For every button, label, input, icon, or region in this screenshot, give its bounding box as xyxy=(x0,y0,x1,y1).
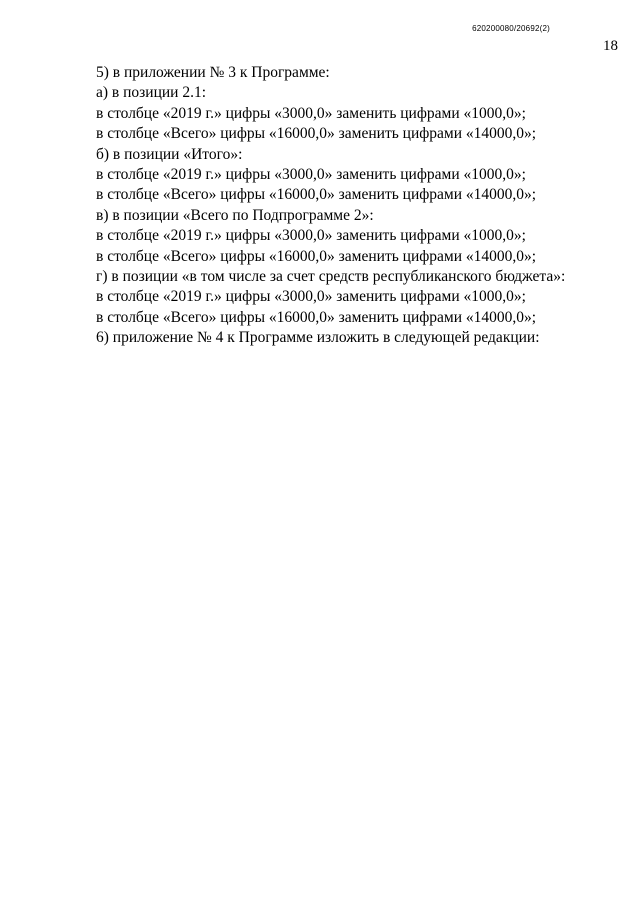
paragraph-line: в столбце «2019 г.» цифры «3000,0» заменить цифрами «1000,0»; xyxy=(96,166,526,184)
paragraph-line: 5) в приложении № 3 к Программе: xyxy=(96,64,330,81)
paragraph-line: б) в позиции «Итого»: xyxy=(96,145,243,163)
paragraph-line: в) в позиции «Всего по Подпрограмме 2»: xyxy=(96,206,374,224)
page-number: 18 xyxy=(603,38,618,54)
document-body xyxy=(96,63,596,349)
paragraph-line: в столбце «Всего» цифры «16000,0» заменить цифрами «14000,0»; xyxy=(96,125,537,143)
paragraph-line: в столбце «2019 г.» цифры «3000,0» заменить цифрами «1000,0»; xyxy=(96,104,526,122)
paragraph-line: в столбце «Всего» цифры «16000,0» заменить цифрами «14000,0»; xyxy=(96,186,537,204)
document-number: 620200080/20692(2) xyxy=(472,24,550,33)
paragraph-line: г) в позиции «в том числе за счет средств республиканского бюджета»: xyxy=(96,268,566,286)
paragraph-line: в столбце «2019 г.» цифры «3000,0» заменить цифрами «1000,0»; xyxy=(96,288,526,306)
paragraph-line: а) в позиции 2.1: xyxy=(96,84,207,102)
paragraph-line: в столбце «Всего» цифры «16000,0» заменить цифрами «14000,0»; xyxy=(96,247,537,265)
paragraph-line: 6) приложение № 4 к Программе изложить в следующей редакции: xyxy=(96,329,540,347)
paragraph-line: в столбце «Всего» цифры «16000,0» заменить цифрами «14000,0»; xyxy=(96,308,537,326)
paragraph-line: в столбце «2019 г.» цифры «3000,0» заменить цифрами «1000,0»; xyxy=(96,227,526,245)
